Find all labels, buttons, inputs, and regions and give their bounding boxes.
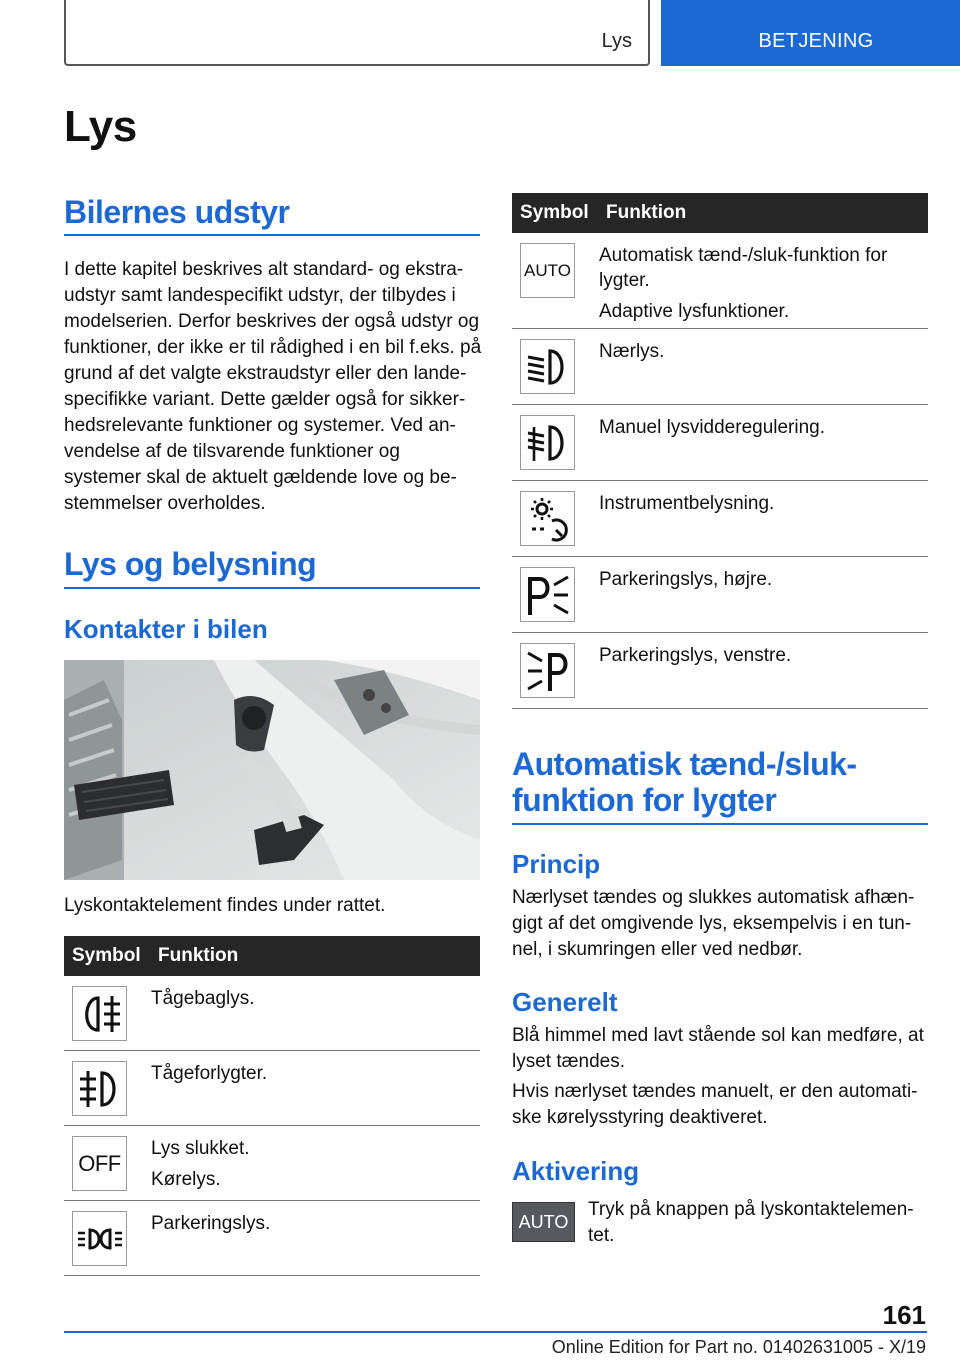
right-symbol-table (512, 193, 928, 709)
header-chapter-tab (661, 0, 960, 66)
row-function: Parkeringslys, venstre. (599, 645, 792, 666)
instrument-lighting-icon (524, 495, 572, 543)
activation-paragraph: Tryk på knappen på lyskontaktelemen- tet. (588, 1199, 914, 1246)
row-function: Automatisk tænd-/sluk-funktion for lygter. Adaptive lysfunktioner. (599, 245, 888, 322)
table-row (64, 976, 480, 1051)
row-function: Parkeringslys. (151, 1213, 271, 1234)
col-header-function: Funktion (606, 202, 687, 223)
front-fog-light-icon (76, 1065, 124, 1113)
footer-edition: Online Edition for Part no. 01402631005 - X/19 (551, 1337, 926, 1357)
header-section-label: Lys (601, 30, 632, 52)
footer-rule (64, 1331, 927, 1333)
general-paragraph-1: Blå himmel med lavt stående sol kan medføre, at lyset tændes. (512, 1025, 924, 1072)
page-number: 161 (882, 1300, 926, 1330)
heading-equipment: Bilernes udstyr (64, 194, 290, 230)
heading-general: Generelt (512, 987, 618, 1017)
table-row (512, 405, 928, 481)
off-icon: OFF (72, 1136, 127, 1191)
row-function: Manuel lysvidderegulering. (599, 417, 826, 438)
low-beam-icon (524, 343, 572, 391)
table-row (64, 1126, 480, 1201)
table-row (512, 633, 928, 709)
page-title: Lys (64, 102, 137, 151)
table-row (64, 1201, 480, 1276)
col-header-symbol: Symbol (520, 202, 589, 223)
header-chapter-label: BETJENING (758, 30, 874, 52)
equipment-paragraph: I dette kapitel beskrives alt standard- og ekstra- udstyr samt landespecifikt udstyr, der tilbydes i modelserien. Derfor beskrives der også udstyr og funktioner, der ikke er til rådighed i en bil f.eks. på grund af det valgte ekstraudstyr eller den lande- specifikke variant. Dette gælder også for sikker- hedsrelevante funktioner og systemer. Ved an- vendelse af de tilsvarende funktioner og systemer skal de aktuelt gældende love og be- stemmelser overholdes. (64, 259, 482, 514)
heading-rule (64, 587, 480, 589)
headlight-range-icon (524, 419, 572, 467)
auto-icon: AUTO (520, 243, 575, 298)
parking-light-icon (76, 1215, 124, 1263)
heading-rule (512, 823, 928, 825)
col-header-function: Funktion (158, 945, 239, 966)
row-function: Nærlys. (599, 341, 665, 362)
row-function: Parkeringslys, højre. (599, 569, 773, 590)
auto-button-icon: AUTO (512, 1202, 575, 1242)
header-section-tab (64, 0, 650, 66)
col-header-symbol: Symbol (72, 945, 141, 966)
rear-fog-light-icon (76, 990, 124, 1038)
heading-auto-lights: Automatisk tænd-/sluk- funktion for lygter (512, 746, 857, 818)
table-header (512, 193, 928, 233)
table-row (64, 1051, 480, 1126)
parking-light-right-icon (524, 571, 572, 619)
row-function: Tågeforlygter. (151, 1063, 268, 1084)
row-function: Instrumentbelysning. (599, 493, 775, 514)
heading-rule (64, 234, 480, 236)
heading-principle: Princip (512, 849, 601, 879)
heading-lights: Lys og belysning (64, 546, 317, 582)
heading-switches: Kontakter i bilen (64, 614, 268, 644)
parking-light-left-icon (524, 647, 572, 695)
photo-caption: Lyskontaktelement findes under rattet. (64, 895, 386, 916)
table-row (512, 233, 928, 329)
principle-paragraph: Nærlyset tændes og slukkes automatisk afhæn- gigt af det omgivende lys, eksempelvis i en tun- nel, i skumringen eller ved nedbør. (512, 887, 915, 960)
heading-activation: Aktivering (512, 1156, 640, 1186)
row-function: Tågebaglys. (151, 988, 255, 1009)
general-paragraph-2: Hvis nærlyset tændes manuelt, er den automati- ske kørelysstyring deaktiveret. (512, 1081, 918, 1128)
row-function: Lys slukket. Kørelys. (151, 1138, 250, 1190)
table-row (512, 481, 928, 557)
switch-photo (64, 660, 480, 880)
table-row (512, 557, 928, 633)
left-symbol-table (64, 936, 480, 1276)
table-header (64, 936, 480, 976)
table-row (512, 329, 928, 405)
